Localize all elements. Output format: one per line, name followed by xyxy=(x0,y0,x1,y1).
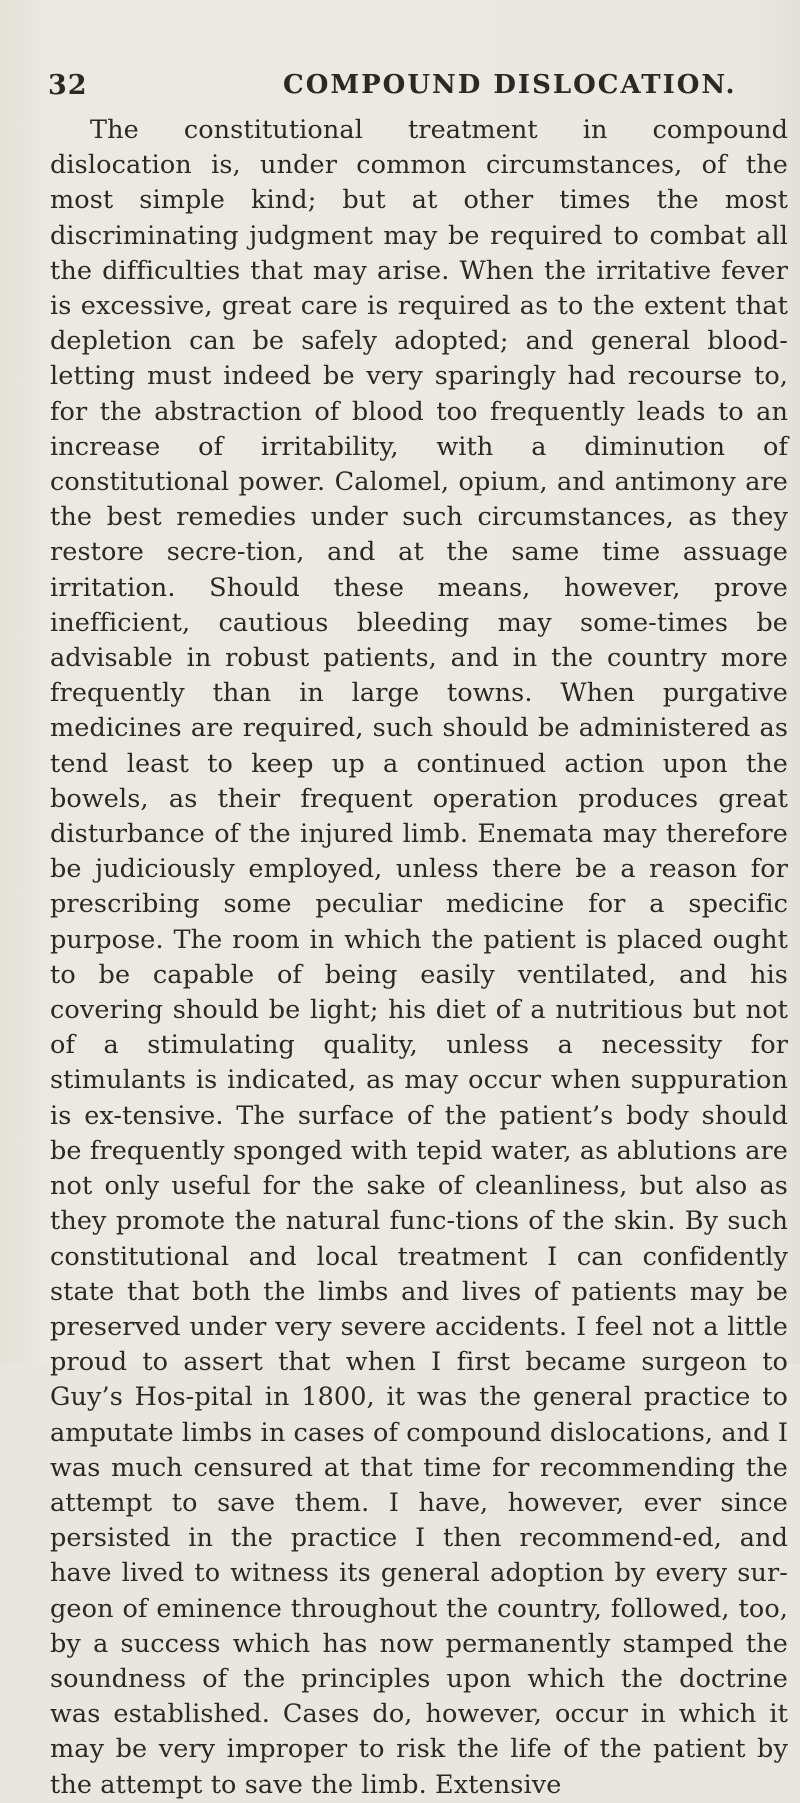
running-head xyxy=(48,70,788,110)
body-paragraph: The constitutional treatment in compound dislocation is, under common circumstances, of the most simple kind; but at other times the most discriminating judgment may be required to combat all the difficulties that may arise. When the irritative fever is excessive, great care is required as to the extent that depletion can be safely adopted; and general blood-letting must indeed be very sparingly had recourse to, for the abstraction of blood too frequently leads to an increase of irritability, with a diminution of constitutional power. Calomel, opium, and antimony are the best remedies under such circumstances, as they restore secre-tion, and at the same time assuage irritation. Should these means, however, prove inefficient, cautious bleeding may some-times be advisable in robust patients, and in the country more frequently than in large towns. When purgative medicines are required, such should be administered as tend least to keep up a continued action upon the bowels, as their frequent operation produces great disturbance of the injured limb. Enemata may therefore be judiciously employed, unless there be a reason for prescribing some peculiar medicine for a specific purpose. The room in which the patient is placed ought to be capable of being easily ventilated, and his covering should be light; his diet of a nutritious but not of a stimulating quality, unless a necessity for stimulants is indicated, as may occur when suppuration is ex-tensive. The surface of the patient’s body should be frequently sponged with tepid water, as ablutions are not only useful for the sake of cleanliness, but also as they promote the natural func-tions of the skin. By such constitutional and local treatment I can confidently state that both the limbs and lives of patients may be preserved under very severe accidents. I feel not a little proud to assert that when I first became surgeon to Guy’s Hos-pital in 1800, it was the general practice to amputate limbs in cases of compound dislocations, and I was much censured at that time for recommending the attempt to save them. I have, however, ever since persisted in the practice I then recommend-ed, and have lived to witness its general adoption by every sur-geon of eminence throughout the country, followed, too, by a success which has now permanently stamped the soundness of the principles upon which the doctrine was established. Cases do, however, occur in which it may be very improper to risk the life of the patient by the attempt to save the limb. Extensive xyxy=(50,115,788,1800)
running-title: COMPOUND DISLOCATION. xyxy=(283,70,737,100)
page-number: 32 xyxy=(48,70,88,101)
